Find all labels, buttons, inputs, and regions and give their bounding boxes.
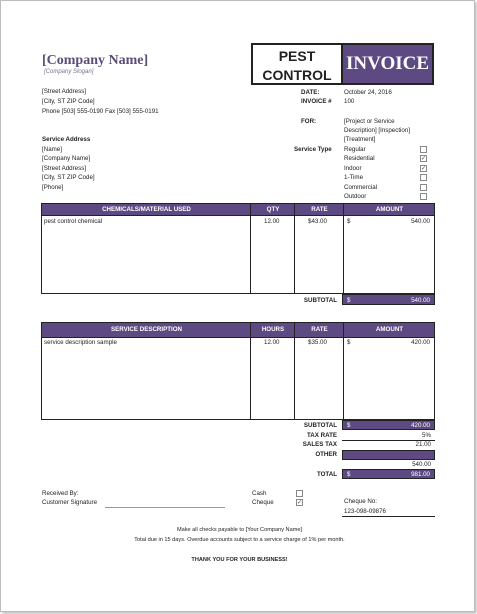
service-type-option-label: Commercial [344, 184, 378, 191]
for-label: FOR: [301, 118, 317, 125]
service-currency: $ [347, 339, 351, 346]
indoor-checkbox[interactable]: ✓ [421, 166, 427, 172]
header-divider [42, 215, 434, 216]
chemicals-header-rate: RATE [311, 206, 328, 213]
other-label: OTHER [315, 451, 337, 458]
cheque-number-underline [342, 516, 435, 517]
chemical-qty: 12.00 [264, 218, 280, 225]
customer-signature-label: Customer Signature [42, 499, 98, 506]
services-table [41, 322, 435, 420]
footer-terms: Total due in 15 days. Overdue accounts subject to a service charge of 1% per month. [134, 537, 345, 543]
service-type-option-label: 1-Time [344, 174, 364, 181]
sales-tax-label: SALES TAX [302, 441, 337, 448]
services-subtotal-cell [342, 420, 435, 430]
pest-title-line2: CONTROL [262, 67, 332, 83]
signature-line[interactable] [105, 507, 225, 508]
service-address-line: [Name] [42, 146, 62, 153]
service-address-line: [Street Address] [42, 165, 87, 172]
pest-control-title [251, 43, 341, 85]
total-value: 981.00 [411, 471, 430, 478]
service-type-option-label: Indoor [344, 165, 362, 172]
chemicals-subtotal-cell [342, 294, 435, 305]
services-subtotal-label: SUBTOTAL [303, 422, 337, 429]
service-desc: service description sample [44, 339, 117, 346]
invoice-number-value: 100 [344, 98, 355, 105]
commercial-checkbox[interactable] [420, 184, 427, 191]
company-city: [City, ST ZIP Code] [42, 98, 95, 105]
company-name: [Company Name] [42, 53, 149, 68]
cash-label: Cash [252, 490, 267, 497]
chemical-rate: $43.00 [308, 218, 327, 225]
header-divider [42, 337, 434, 338]
for-value-line1: [Project or Service [344, 118, 395, 125]
one-time-checkbox[interactable] [420, 174, 427, 181]
chemicals-header-amount: AMOUNT [375, 206, 404, 213]
company-slogan: [Company Slogan] [44, 69, 94, 75]
services-table-header [42, 323, 434, 337]
service-type-option-label: Outdoor [344, 193, 367, 200]
service-address-heading: Service Address [42, 136, 91, 143]
cheque-number-value: 123-098-09876 [344, 508, 386, 515]
service-amount: 420.00 [411, 339, 430, 346]
chemicals-subtotal-currency: $ [347, 297, 351, 304]
residential-checkbox[interactable]: ✓ [421, 156, 427, 162]
date-label: DATE: [301, 89, 320, 96]
chemical-currency: $ [347, 218, 351, 225]
service-address-line: [Phone] [42, 184, 64, 191]
totals-sum-value: 540.00 [412, 461, 431, 468]
for-value-line2: Description] [Inspection] [344, 127, 411, 134]
for-value-line3: [Treatment] [344, 136, 376, 143]
services-subtotal-currency: $ [347, 422, 351, 429]
outdoor-checkbox[interactable] [420, 193, 427, 200]
service-rate: $35.00 [308, 339, 327, 346]
other-cell [342, 450, 435, 460]
cash-checkbox[interactable] [296, 490, 303, 497]
footer-thanks: THANK YOU FOR YOUR BUSINESS! [191, 557, 288, 563]
service-type-option-label: Residential [344, 155, 375, 162]
invoice-title: INVOICE [341, 43, 434, 85]
received-by-label: Received By: [42, 490, 79, 497]
chemicals-table [41, 203, 435, 294]
chemicals-header-qty: QTY [266, 206, 280, 213]
footer-checks-payable: Make all checks payable to [Your Company Name] [176, 527, 303, 533]
tax-rate-label: TAX RATE [306, 432, 337, 439]
cheque-checkbox[interactable]: ✓ [297, 500, 303, 506]
cheque-number-label: Cheque No: [344, 498, 378, 505]
chemical-amount: 540.00 [411, 218, 430, 225]
regular-checkbox[interactable] [420, 146, 427, 153]
company-phone-fax: Phone [503] 555-0190 Fax [503] 555-0191 [42, 108, 159, 115]
services-subtotal-value: 420.00 [411, 422, 430, 429]
service-type-label: Service Type [294, 146, 332, 153]
pest-title-line1: PEST [278, 48, 316, 64]
total-cell [342, 469, 435, 479]
column-divider [343, 204, 344, 293]
column-divider [294, 204, 295, 293]
chemicals-subtotal-value: 540.00 [411, 297, 430, 304]
services-header-amount: AMOUNT [375, 326, 404, 333]
services-header-rate: RATE [311, 326, 328, 333]
column-divider [250, 204, 251, 293]
service-address-line: [City, ST ZIP Code] [42, 174, 95, 181]
service-type-option-label: Regular [344, 146, 366, 153]
total-label: TOTAL [316, 471, 337, 478]
total-currency: $ [347, 471, 351, 478]
tax-rate-value: 5% [422, 432, 431, 439]
chemicals-header-desc: CHEMICALS/MATERIAL USED [102, 206, 191, 213]
date-value: October 24, 2016 [344, 89, 392, 96]
service-address-line: [Company Name] [42, 155, 91, 162]
company-street: [Street Address] [42, 88, 87, 95]
services-header-desc: SERVICE DESCRIPTION [110, 326, 183, 333]
cheque-label: Cheque [252, 499, 274, 506]
chemicals-table-header [42, 204, 434, 215]
chemical-desc: pest control chemical [44, 218, 103, 225]
services-header-hours: HOURS [261, 326, 285, 333]
service-hours: 12.00 [264, 339, 280, 346]
invoice-number-label: INVOICE # [301, 98, 332, 105]
chemicals-subtotal-label: SUBTOTAL [303, 297, 337, 304]
sales-tax-value: 21.00 [415, 441, 431, 448]
